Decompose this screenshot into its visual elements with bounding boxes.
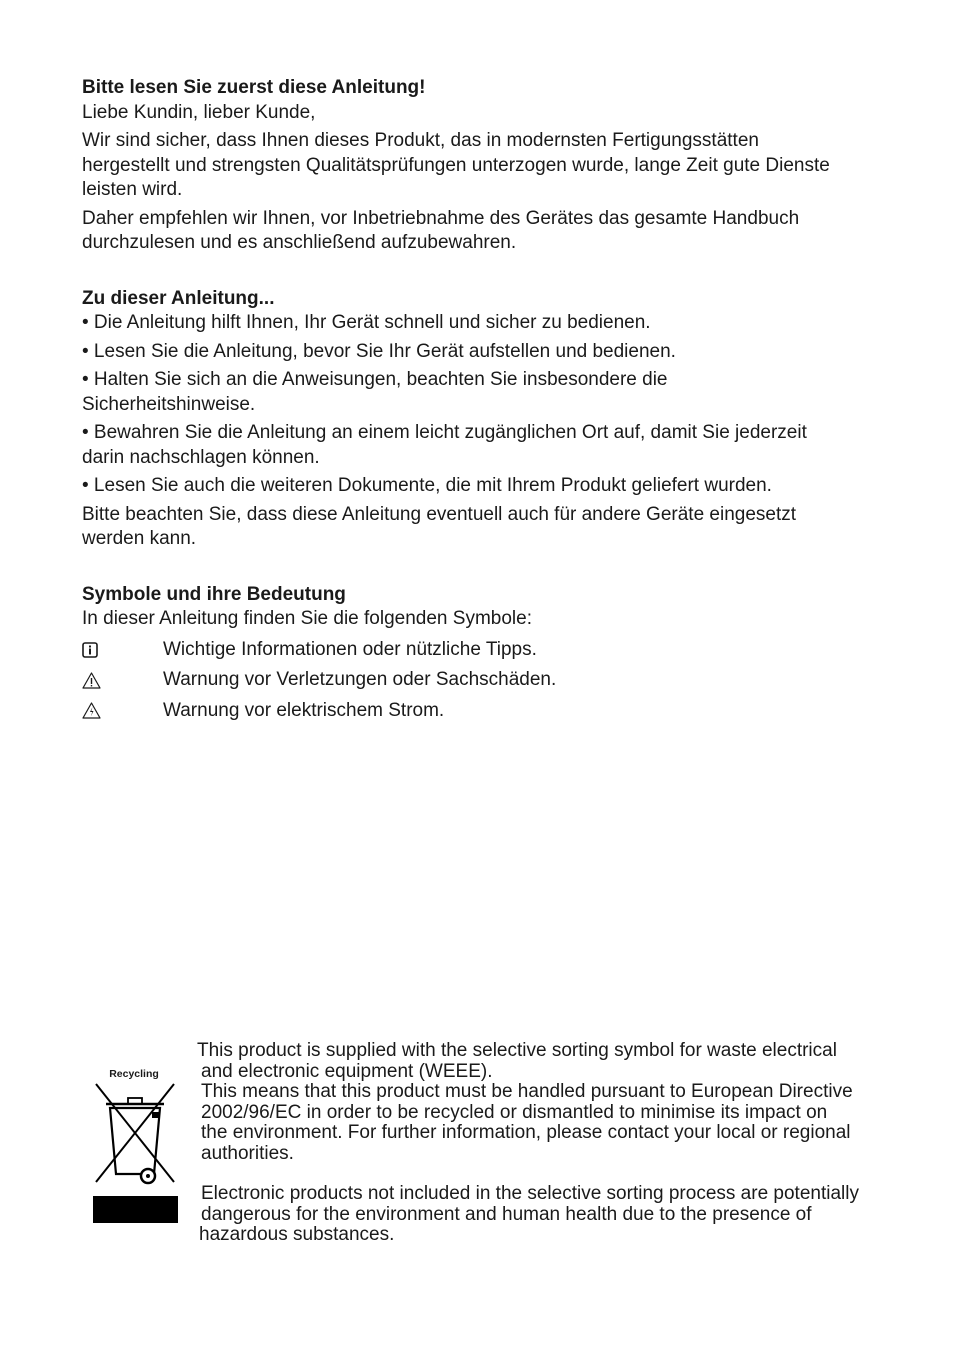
text-line: darin nachschlagen können.	[82, 446, 320, 468]
text-line: and electronic equipment (WEEE).	[201, 1060, 493, 1082]
weee-black-bar	[93, 1196, 178, 1223]
text-line: hergestellt und strengsten Qualitätsprüfungen unterzogen wurde, lange Zeit gute Dienste	[82, 154, 830, 176]
text-line: hazardous substances.	[199, 1224, 395, 1245]
text-line: 2002/96/EC in order to be recycled or dismantled to minimise its impact on	[201, 1101, 828, 1123]
intro-heading: Bitte lesen Sie zuerst diese Anleitung!	[82, 77, 426, 98]
intro-greeting: Liebe Kundin, lieber Kunde,	[82, 101, 316, 123]
weee-notice	[197, 1041, 877, 1246]
text-line: Wir sind sicher, dass Ihnen dieses Produkt, das in modernsten Fertigungsstätten	[82, 130, 759, 151]
weee-symbol	[92, 1068, 182, 1082]
about-bullet-1: • Die Anleitung hilft Ihnen, Ihr Gerät schnell und sicher zu bedienen.	[82, 312, 651, 333]
symbol-row-warning	[82, 668, 872, 693]
text-line: • Bewahren Sie die Anleitung an einem leicht zugänglichen Ort auf, damit Sie jederzeit	[82, 422, 807, 443]
warning-icon	[82, 668, 163, 692]
intro-paragraph-1	[82, 129, 872, 203]
electric-warning-icon	[82, 699, 163, 723]
symbols-intro: In dieser Anleitung finden Sie die folgenden Symbole:	[82, 608, 532, 629]
info-icon	[82, 638, 163, 662]
about-bullet-2: • Lesen Sie die Anleitung, bevor Sie Ihr Gerät aufstellen und bedienen.	[82, 340, 676, 362]
text-line: Daher empfehlen wir Ihnen, vor Inbetriebnahme des Gerätes das gesamte Handbuch	[82, 207, 800, 229]
text-line: Electronic products not included in the selective sorting process are potentially	[201, 1183, 859, 1204]
text-line: • Halten Sie sich an die Anweisungen, beachten Sie insbesondere die	[82, 369, 668, 390]
symbol-description: Wichtige Informationen oder nützliche Tipps.	[163, 638, 537, 660]
about-bullet-3	[82, 368, 872, 417]
intro-paragraph-2	[82, 207, 872, 256]
about-bullet-5: • Lesen Sie auch die weiteren Dokumente, die mit Ihrem Produkt geliefert wurden.	[82, 475, 772, 496]
text-line: leisten wird.	[82, 179, 183, 200]
symbol-description: Warnung vor elektrischem Strom.	[163, 699, 445, 721]
about-note	[82, 503, 872, 552]
manual-page	[82, 76, 872, 723]
symbol-row-info	[82, 638, 872, 663]
text-line: durchzulesen und es anschließend aufzubewahren.	[82, 232, 517, 253]
text-line: Bitte beachten Sie, dass diese Anleitung eventuell auch für andere Geräte eingesetzt	[82, 503, 797, 525]
about-bullet-4	[82, 421, 872, 470]
text-line: This means that this product must be handled pursuant to European Directive	[201, 1081, 853, 1102]
text-line: Sicherheitshinweise.	[82, 393, 256, 415]
text-line: dangerous for the environment and human health due to the presence of	[201, 1203, 812, 1225]
symbol-description: Warnung vor Verletzungen oder Sachschäden.	[163, 669, 557, 690]
text-line: This product is supplied with the selective sorting symbol for waste electrical	[197, 1040, 837, 1061]
text-line: authorities.	[201, 1142, 294, 1164]
symbols-heading: Symbole und ihre Bedeutung	[82, 583, 346, 605]
text-line: werden kann.	[82, 528, 197, 549]
recycling-label: Recycling	[109, 1068, 159, 1080]
symbol-row-electric	[82, 699, 872, 724]
crossed-bin-icon	[92, 1082, 178, 1196]
about-heading: Zu dieser Anleitung...	[82, 287, 275, 309]
text-line: the environment. For further information, please contact your local or regional	[201, 1122, 851, 1143]
